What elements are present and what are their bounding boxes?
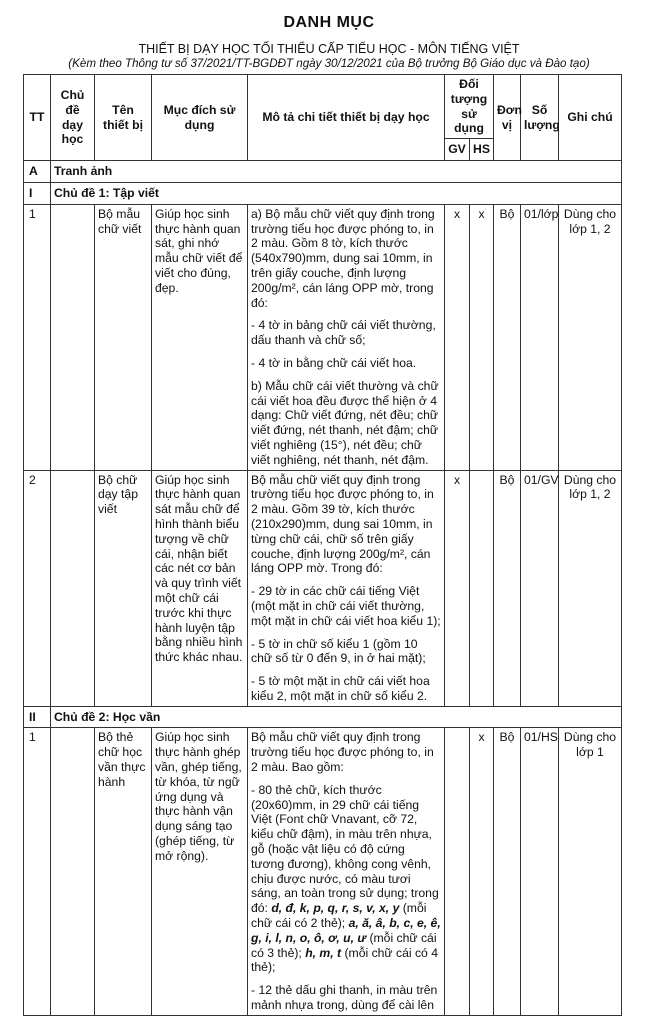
row-description — [248, 728, 445, 1015]
col-tt: TT — [24, 75, 51, 161]
desc-paragraph: - 12 thẻ dấu ghi thanh, in màu trên mảnh nhựa trong, dùng để cài lên — [251, 983, 438, 1013]
desc-letters: h, m, t — [305, 945, 342, 960]
col-qty: Số lượng — [521, 75, 559, 161]
row-hs — [470, 470, 494, 706]
section-label: Tranh ảnh — [51, 161, 622, 183]
row-hs: x — [470, 204, 494, 470]
row-qty: 01/HS — [521, 728, 559, 1015]
row-topic — [51, 728, 95, 1015]
row-gv — [445, 728, 470, 1015]
desc-paragraph: b) Mẫu chữ cái viết thường và chữ cái viết hoa đều được thể hiện ở 4 dạng: Chữ viết đứng, nét đều; chữ viết đứng, nét thanh, nét đậm; chữ viết nghiêng (15°), nét đều; chữ viết nghiêng, nét thanh, nét đậm. — [251, 378, 439, 467]
row-unit: Bộ — [494, 728, 521, 1015]
section-row-2 — [24, 706, 622, 728]
row-note: Dùng cho lớp 1, 2 — [559, 470, 622, 706]
desc-paragraph — [251, 783, 441, 975]
section-code: II — [24, 706, 51, 728]
col-purpose: Mục đích sử dụng — [152, 75, 248, 161]
row-gv: x — [445, 204, 470, 470]
desc-paragraph: a) Bộ mẫu chữ viết quy định trong trường tiểu học được phóng to, in 2 màu. Gồm 8 tờ, kích thước (540x790)mm, dung sai 10mm, in trên giấy couche, định lượng 200g/m², cán láng OPP mờ, trong đó: — [251, 206, 435, 310]
col-note: Ghi chú — [559, 75, 622, 161]
section-label: Chủ đề 2: Học vần — [51, 706, 622, 728]
desc-paragraph: - 29 tờ in các chữ cái tiếng Việt (một mặt in chữ cái viết thường, một mặt in chữ cái viết hoa kiểu 1); — [251, 584, 441, 628]
desc-paragraph: - 5 tờ in chữ số kiểu 1 (gồm 10 chữ số từ 0 đến 9, in ở hai mặt); — [251, 636, 426, 666]
row-gv: x — [445, 470, 470, 706]
col-topic: Chủ đề dạy học — [51, 75, 95, 161]
row-topic — [51, 470, 95, 706]
section-code: A — [24, 161, 51, 183]
row-hs: x — [470, 728, 494, 1015]
desc-paragraph: - 4 tờ in bảng chữ cái viết thường, dấu thanh và chữ số; — [251, 318, 436, 348]
table-row — [24, 204, 622, 470]
row-name: Bộ mẫu chữ viết — [95, 204, 152, 470]
desc-text: (mỗi chữ cái có 4 thẻ); — [251, 945, 438, 975]
row-name: Bộ chữ dạy tập viết — [95, 470, 152, 706]
desc-text: (mỗi chữ cái có 3 thẻ); — [251, 930, 437, 960]
document-title: DANH MỤC — [283, 14, 375, 31]
desc-paragraph: - 5 tờ một mặt in chữ cái viết hoa kiểu 2, một mặt in chữ số kiểu 2. — [251, 674, 430, 703]
desc-letters: d, đ, k, p, q, r, s, v, x, y — [271, 901, 400, 916]
equipment-table — [23, 74, 622, 1016]
table-header-row — [24, 75, 622, 139]
table-row — [24, 470, 622, 706]
section-row-1 — [24, 182, 622, 204]
row-topic — [51, 204, 95, 470]
row-tt: 2 — [24, 470, 51, 706]
col-unit: Đơn vị — [494, 75, 521, 161]
row-note: Dùng cho lớp 1, 2 — [559, 204, 622, 470]
desc-letters: a, ă, â, b, c, e, ê, g, i, l, n, o, ô, ơ, u, ư — [251, 916, 441, 945]
col-hs: HS — [470, 139, 494, 161]
document-note: (Kèm theo Thông tư số 37/2021/TT-BGDĐT ngày 30/12/2021 của Bộ trưởng Bộ Giáo dục và Đào tạo) — [68, 57, 590, 70]
section-label: Chủ đề 1: Tập viết — [51, 182, 622, 204]
section-row-a — [24, 161, 622, 183]
col-gv: GV — [445, 139, 470, 161]
row-purpose: Giúp học sinh thực hành ghép vần, ghép tiếng, từ khóa, từ ngữ ứng dụng và thực hành vận dụng sáng tạo (ghép tiếng, từ mở rộng). — [152, 728, 248, 1015]
row-qty: 01/GV — [521, 470, 559, 706]
row-unit: Bộ — [494, 470, 521, 706]
row-description — [248, 470, 445, 706]
row-tt: 1 — [24, 204, 51, 470]
desc-text: - 80 thẻ chữ, kích thước (20x60)mm, in 29 chữ cái tiếng Việt (Font chữ Vnavant, cỡ 72, kiểu chữ đậm), in màu trên nhựa, gỗ (hoặc vật liệu có độ cứng tương đương), không cong vênh, chịu được nước, có màu tươi sáng, an toàn trong sử dụng; trong đó: — [251, 782, 439, 916]
desc-paragraph: Bộ mẫu chữ viết quy định trong trường tiểu học được phóng to, in 2 màu. Bao gồm: — [251, 730, 434, 775]
desc-text: (mỗi chữ cái có 2 thẻ); — [251, 901, 427, 931]
col-name: Tên thiết bị — [95, 75, 152, 161]
row-purpose: Giúp học sinh thực hành quan sát mẫu chữ để hình thành biểu tượng về chữ cái, nhận biết các nét cơ bản và quy trình viết một chữ cái trước khi thực hành luyện tập bằng nhiều hình thức khác nhau. — [152, 470, 248, 706]
row-purpose: Giúp học sinh thực hành quan sát, ghi nhớ mẫu chữ viết để viết cho đúng, đẹp. — [152, 204, 248, 470]
row-unit: Bộ — [494, 204, 521, 470]
col-audience: Đối tượng sử dụng — [445, 75, 494, 139]
section-code: I — [24, 182, 51, 204]
table-row — [24, 728, 622, 1015]
desc-paragraph: Bộ mẫu chữ viết quy định trong trường tiểu học được phóng to, in 2 màu. Gồm 39 tờ, kích thước (210x290)mm, dung sai 10mm, in từng chữ cái, chữ số trên giấy couche, định lượng 200g/m², cán láng OPP mờ. Trong đó: — [251, 472, 434, 576]
row-qty: 01/lớp — [521, 204, 559, 470]
col-description: Mô tả chi tiết thiết bị dạy học — [248, 75, 445, 161]
row-note: Dùng cho lớp 1 — [559, 728, 622, 1015]
desc-paragraph: - 4 tờ in bằng chữ cái viết hoa. — [251, 355, 417, 370]
row-name: Bộ thẻ chữ học vần thực hành — [95, 728, 152, 1015]
row-description — [248, 204, 445, 470]
row-tt: 1 — [24, 728, 51, 1015]
document-subtitle: THIẾT BỊ DẠY HỌC TỐI THIỂU CẤP TIỂU HỌC - MÔN TIẾNG VIỆT — [138, 42, 520, 56]
